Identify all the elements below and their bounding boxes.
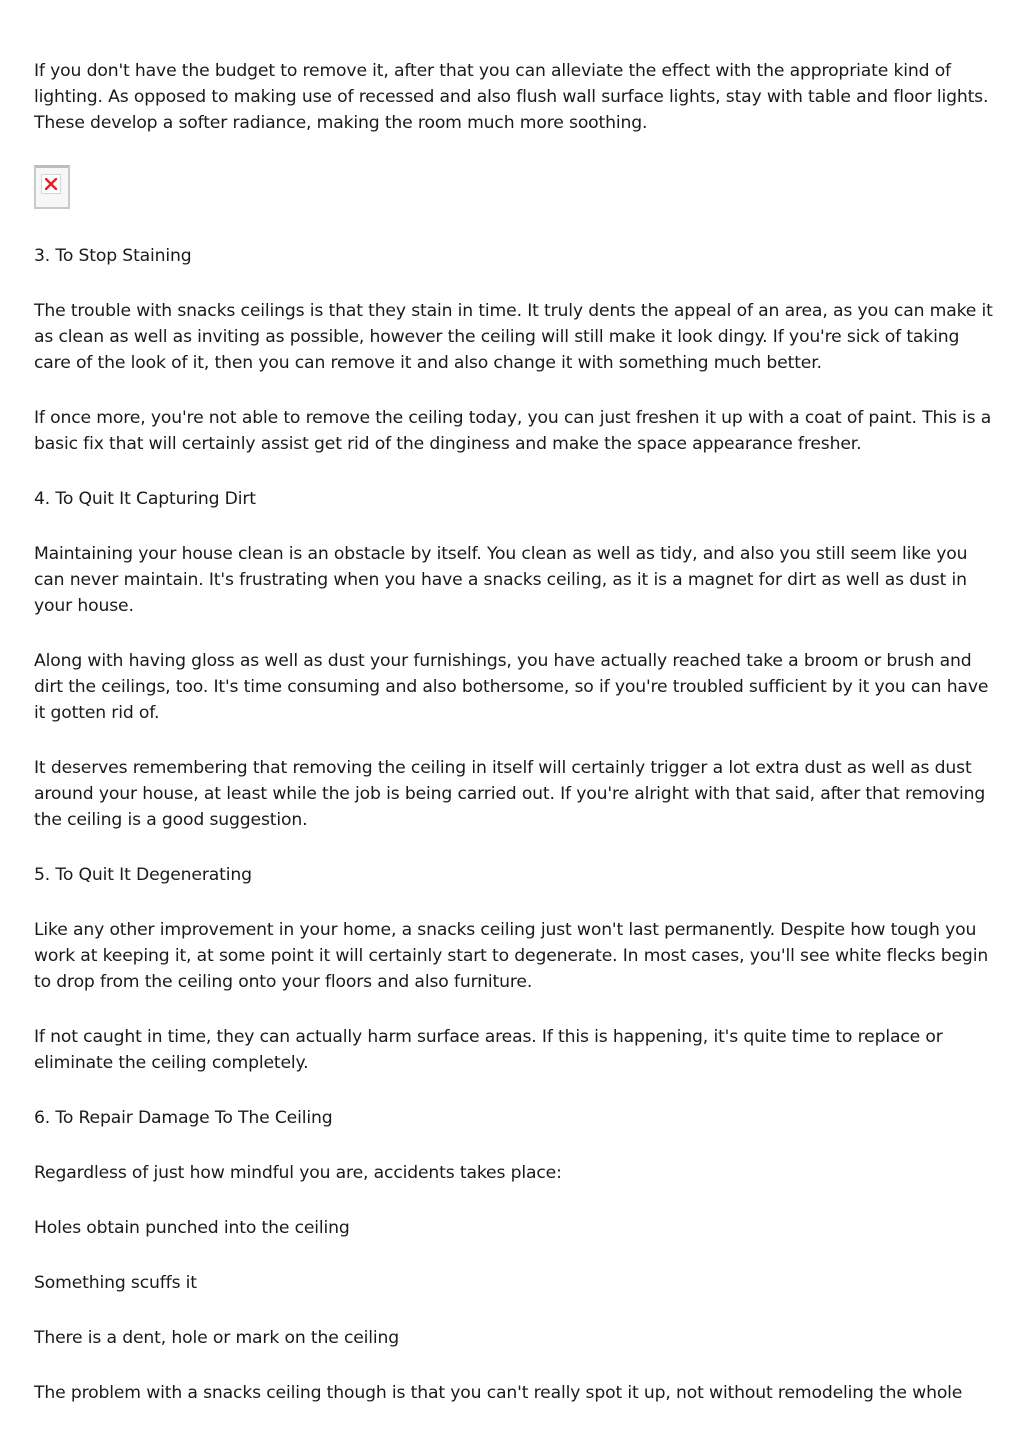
paragraph-staining: The trouble with snacks ceilings is that they stain in time. It truly dents the appeal of an area, as you can make it as clean as well as inviting as possible, however the ceiling will still make it look dingy. If you're sick of taking care of the look of it, then you can remove it and also change it with something much better. bbox=[34, 301, 993, 373]
paragraph-harm-surfaces: If not caught in time, they can actually harm surface areas. If this is happening, it's quite time to replace or eliminate the ceiling completely. bbox=[34, 1027, 943, 1073]
paragraph-degenerate: Like any other improvement in your home, a snacks ceiling just won't last permanently. Despite how tough you work at keeping it, at some point it will certainly start to degenerate. In most cases, you'll see white flecks begin to drop from the ceiling onto your floors and also furniture. bbox=[34, 920, 989, 992]
paragraph-spot-repair: The problem with a snacks ceiling though is that you can't really spot it up, not without remodeling the whole bbox=[34, 1383, 963, 1403]
heading-capturing-dirt: 4. To Quit It Capturing Dirt bbox=[34, 489, 256, 509]
broken-image-icon bbox=[34, 165, 70, 209]
document-body bbox=[34, 58, 994, 1406]
heading-stop-staining: 3. To Stop Staining bbox=[34, 246, 192, 266]
heading-degenerating: 5. To Quit It Degenerating bbox=[34, 865, 252, 885]
list-item-dent: There is a dent, hole or mark on the ceiling bbox=[34, 1328, 400, 1348]
paragraph-paint: If once more, you're not able to remove the ceiling today, you can just freshen it up with a coat of paint. This is a basic fix that will certainly assist get rid of the dinginess and make the space appearance fresher. bbox=[34, 408, 992, 454]
close-x-icon bbox=[45, 178, 57, 190]
list-item-holes: Holes obtain punched into the ceiling bbox=[34, 1218, 350, 1238]
paragraph-lighting: If you don't have the budget to remove it, after that you can alleviate the effect with the appropriate kind of lighting. As opposed to making use of recessed and also flush wall surface lights, stay with table and floor lights. These develop a softer radiance, making the room much more soothing. bbox=[34, 61, 989, 133]
list-item-scuffs: Something scuffs it bbox=[34, 1273, 197, 1293]
paragraph-removal-dust: It deserves remembering that removing the ceiling in itself will certainly trigger a lot extra dust as well as dust around your house, at least while the job is being carried out. If you're alright with that said, after that removing the ceiling is a good suggestion. bbox=[34, 758, 986, 830]
paragraph-accidents: Regardless of just how mindful you are, accidents takes place: bbox=[34, 1163, 562, 1183]
paragraph-house-clean: Maintaining your house clean is an obstacle by itself. You clean as well as tidy, and also you still seem like you can never maintain. It's frustrating when you have a snacks ceiling, as it is a magnet for dirt as well as dust in your house. bbox=[34, 544, 968, 616]
paragraph-dust-furnishings: Along with having gloss as well as dust your furnishings, you have actually reached take a broom or brush and dirt the ceilings, too. It's time consuming and also bothersome, so if you're troubled sufficient by it you can have it gotten rid of. bbox=[34, 651, 989, 723]
heading-repair-damage: 6. To Repair Damage To The Ceiling bbox=[34, 1108, 333, 1128]
